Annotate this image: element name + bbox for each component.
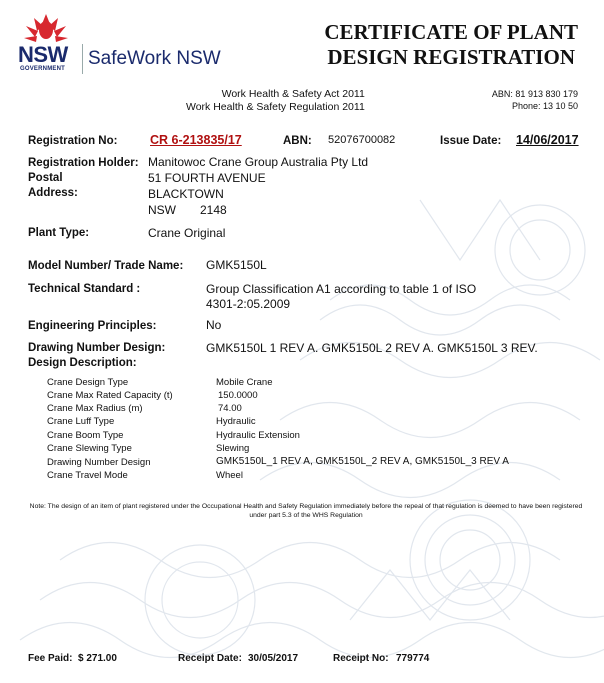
address-line-2: BLACKTOWN <box>148 187 224 201</box>
dd-value: 74.00 <box>218 403 242 414</box>
issue-date-value: 14/06/2017 <box>516 133 579 147</box>
receipt-date-label: Receipt Date: <box>178 653 242 664</box>
engineering-principles-value: No <box>206 318 222 332</box>
title-line-1: CERTIFICATE OF PLANT <box>324 20 578 44</box>
technical-standard-line-2: 4301-2:05.2009 <box>206 297 291 311</box>
agency-abn: ABN: 81 913 830 179 <box>491 89 578 99</box>
nsw-wordmark: NSW <box>18 42 68 67</box>
postal-label: Postal <box>28 172 63 184</box>
dd-label: Crane Travel Mode <box>47 470 128 481</box>
nsw-logo <box>16 12 256 74</box>
dd-value: 150.0000 <box>218 390 258 401</box>
design-description-heading: Design Description: <box>28 357 137 369</box>
receipt-no-value: 779774 <box>396 653 430 664</box>
drawing-number-value: GMK5150L 1 REV A. GMK5150L 2 REV A. GMK5150L 3 REV. <box>206 341 538 355</box>
model-value: GMK5150L <box>206 258 267 272</box>
receipt-date-value: 30/05/2017 <box>248 653 299 664</box>
dd-label: Crane Slewing Type <box>47 443 132 454</box>
receipt-no-label: Receipt No: <box>333 653 389 664</box>
dd-value: Mobile Crane <box>216 377 273 388</box>
fee-paid-label: Fee Paid: <box>28 653 73 664</box>
dd-label: Crane Max Rated Capacity (t) <box>47 390 173 401</box>
technical-standard-label: Technical Standard : <box>28 283 141 295</box>
legislation-block <box>186 88 365 114</box>
plant-type-value: Crane Original <box>148 226 226 240</box>
dd-value: GMK5150L_1 REV A, GMK5150L_2 REV A, GMK5150L_3 REV A <box>216 456 509 467</box>
address-state: NSW <box>148 203 176 217</box>
agency-name: SafeWork NSW <box>88 48 221 69</box>
dd-value: Wheel <box>216 470 243 481</box>
engineering-principles-label: Engineering Principles: <box>28 320 157 332</box>
government-wordmark: GOVERNMENT <box>20 66 66 72</box>
regulation-line: Work Health & Safety Regulation 2011 <box>186 101 365 113</box>
act-line: Work Health & Safety Act 2011 <box>221 88 365 100</box>
regulation-note: Note: The design of an item of plant registered under the Occupational Health and Safety Regulation immediately before the repeal of that regulation is deemed to have been registered under part 5.3 of the WHS Regulation <box>29 503 583 519</box>
dd-label: Drawing Number Design <box>47 457 151 468</box>
issue-date-label: Issue Date: <box>440 135 502 147</box>
abn-value: 52076700082 <box>328 134 396 146</box>
address-postcode: 2148 <box>200 203 227 217</box>
fee-paid-value: $ 271.00 <box>78 653 117 664</box>
plant-type-label: Plant Type: <box>28 227 90 239</box>
agency-phone: Phone: 13 10 50 <box>511 101 578 111</box>
dd-value: Slewing <box>216 443 250 454</box>
dd-label: Crane Luff Type <box>47 416 115 427</box>
holder-value: Manitowoc Crane Group Australia Pty Ltd <box>148 155 369 169</box>
registration-no-label: Registration No: <box>28 135 118 147</box>
title-line-2: DESIGN REGISTRATION <box>327 45 575 69</box>
dd-label: Crane Max Radius (m) <box>47 403 143 414</box>
logo-divider <box>82 44 83 74</box>
dd-label: Crane Boom Type <box>47 430 124 441</box>
dd-value: Hydraulic Extension <box>216 430 300 441</box>
certificate-title <box>324 20 578 70</box>
contact-block <box>492 88 578 112</box>
address-label: Address: <box>28 187 78 199</box>
address-line-1: 51 FOURTH AVENUE <box>148 171 266 185</box>
abn-label: ABN: <box>283 135 312 147</box>
dd-value: Hydraulic <box>216 416 256 427</box>
dd-label: Crane Design Type <box>47 377 129 388</box>
registration-no-value: CR 6-213835/17 <box>150 133 242 147</box>
technical-standard-line-1: Group Classification A1 according to table 1 of ISO <box>206 282 477 296</box>
holder-label: Registration Holder: <box>28 157 139 169</box>
waratah-icon <box>20 12 72 44</box>
drawing-number-label: Drawing Number Design: <box>28 342 166 354</box>
model-label: Model Number/ Trade Name: <box>28 260 184 272</box>
